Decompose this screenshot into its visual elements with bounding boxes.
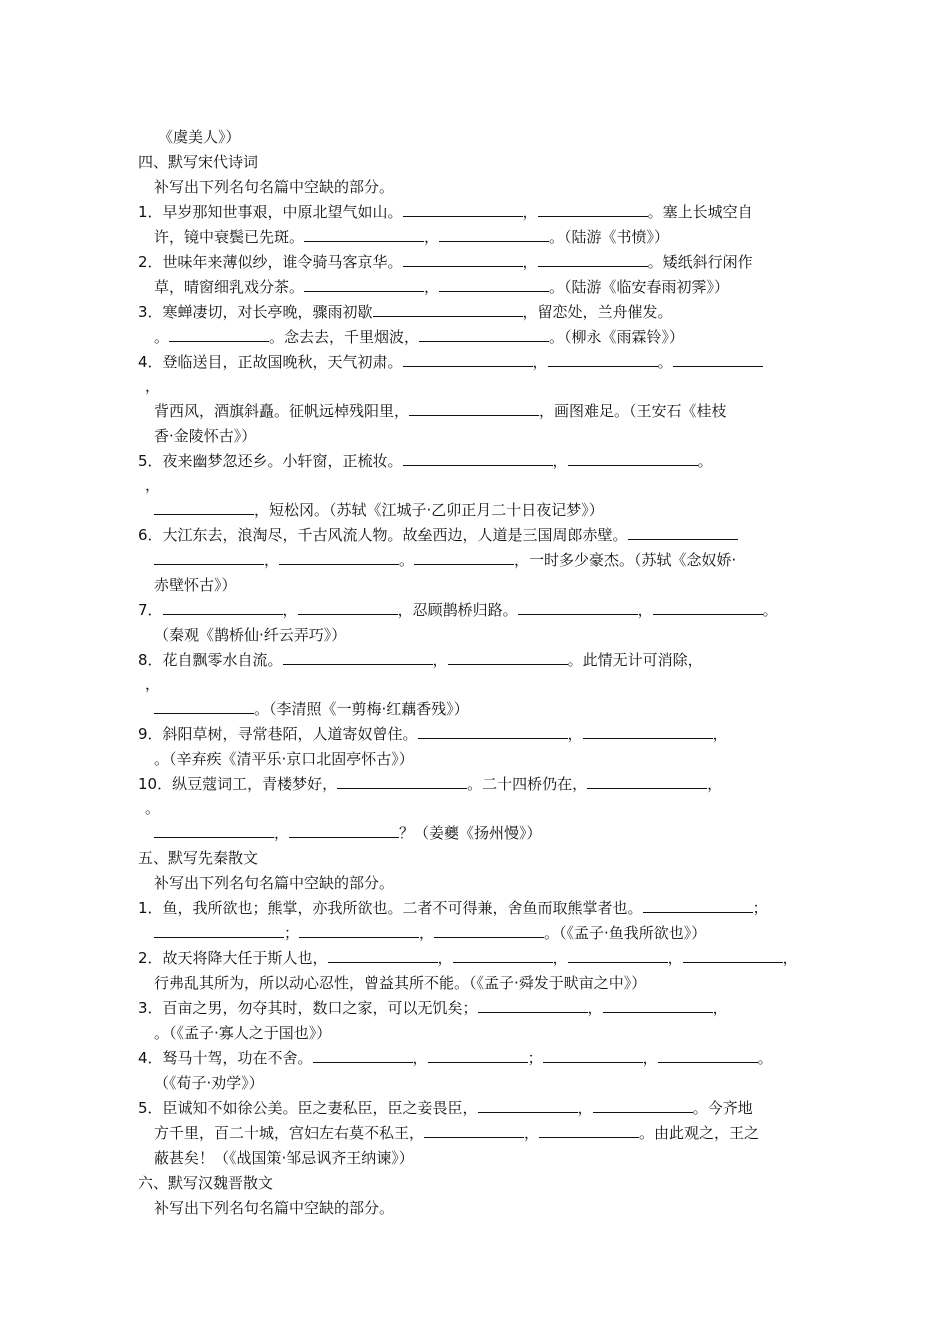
answer-blank[interactable] — [403, 252, 523, 267]
answer-blank[interactable] — [448, 650, 568, 665]
answer-blank[interactable] — [289, 823, 399, 838]
question-5: 5．臣诚知不如徐公美。臣之妻私臣，臣之妾畏臣， ， 。今齐地 — [138, 1099, 753, 1117]
stray-comma: ， — [145, 675, 161, 693]
answer-blank[interactable] — [428, 1048, 528, 1063]
answer-blank[interactable] — [169, 327, 269, 342]
answer-blank[interactable] — [439, 277, 549, 292]
answer-blank[interactable] — [518, 600, 638, 615]
answer-blank[interactable] — [403, 451, 553, 466]
answer-blank[interactable] — [154, 500, 254, 515]
question-2: 2．故天将降大任于斯人也， ， ， ， ， — [138, 949, 798, 967]
answer-blank[interactable] — [304, 277, 424, 292]
question-3: 3．百亩之男，勿夺其时，数口之家，可以无饥矣； ， ， — [138, 999, 728, 1017]
question-2-cont: 草，晴窗细乳戏分茶。 ， 。（陆游《临安春雨初霁》） — [154, 278, 730, 296]
answer-blank[interactable] — [403, 352, 533, 367]
answer-blank[interactable] — [478, 998, 588, 1013]
answer-blank[interactable] — [154, 550, 264, 565]
section-heading: 五、默写先秦散文 — [138, 849, 259, 867]
answer-blank[interactable] — [548, 352, 658, 367]
instruction: 补写出下列名句名篇中空缺的部分。 — [154, 178, 395, 196]
answer-blank[interactable] — [403, 202, 523, 217]
answer-blank[interactable] — [313, 1048, 413, 1063]
answer-blank[interactable] — [414, 550, 514, 565]
question-1-cont: 许，镜中衰鬓已先斑。 ， 。（陆游《书愤》） — [154, 228, 670, 246]
answer-blank[interactable] — [328, 948, 438, 963]
answer-blank[interactable] — [439, 227, 549, 242]
question-5-cont: 蔽甚矣！（《战国策·邹忌讽齐王纳谏》） — [154, 1149, 414, 1167]
question-1: 1．早岁那知世事艰，中原北望气如山。 ， 。塞上长城空自 — [138, 203, 753, 221]
answer-blank[interactable] — [453, 948, 553, 963]
question-5-cont: 方千里，百二十城，宫妇左右莫不私王， ， 。由此观之，王之 — [154, 1124, 760, 1142]
answer-blank[interactable] — [683, 948, 783, 963]
answer-blank[interactable] — [673, 352, 763, 367]
answer-blank[interactable] — [603, 998, 713, 1013]
text-line: 《虞美人》） — [158, 128, 241, 146]
question-10-cont: ， ？（姜夔《扬州慢》） — [154, 823, 542, 843]
answer-blank[interactable] — [283, 650, 433, 665]
section-heading: 四、默写宋代诗词 — [138, 153, 259, 171]
question-3-cont: 。（《孟子·寡人之于国也》） — [154, 1024, 332, 1042]
stray-comma: ， — [145, 476, 161, 494]
answer-blank[interactable] — [424, 1123, 524, 1138]
answer-blank[interactable] — [154, 823, 274, 838]
question-6-cont: ， 。 ，一时多少豪杰。（苏轼《念奴娇· — [154, 550, 736, 570]
answer-blank[interactable] — [568, 451, 698, 466]
instruction: 补写出下列名句名篇中空缺的部分。 — [154, 874, 395, 892]
answer-blank[interactable] — [418, 724, 568, 739]
question-4-cont: （《荀子·劝学》） — [154, 1074, 264, 1092]
answer-blank[interactable] — [587, 774, 707, 789]
answer-blank[interactable] — [543, 1048, 643, 1063]
question-2-cont: 行弗乱其所为，所以动心忍性，曾益其所不能。（《孟子·舜发于畎亩之中》） — [154, 974, 647, 992]
question-4: 4．登临送目，正故国晚秋，天气初肃。 ， 。 — [138, 352, 763, 372]
section-heading: 六、默写汉魏晋散文 — [138, 1174, 274, 1192]
answer-blank[interactable] — [299, 923, 419, 938]
answer-blank[interactable] — [538, 252, 648, 267]
question-3-cont: 。 。念去去，千里烟波， 。（柳永《雨霖铃》） — [154, 328, 685, 346]
answer-blank[interactable] — [538, 202, 648, 217]
question-9: 9．斜阳草树，寻常巷陌，人道寄奴曾住。 ， ， — [138, 725, 728, 743]
question-3: 3．寒蝉凄切，对长亭晚，骤雨初歇 ，留恋处，兰舟催发。 — [138, 303, 673, 321]
answer-blank[interactable] — [279, 550, 399, 565]
question-6: 6．大江东去，浪淘尽，千古风流人物。故垒西边，人道是三国周郎赤壁。 — [138, 525, 738, 545]
answer-blank[interactable] — [304, 227, 424, 242]
instruction: 补写出下列名句名篇中空缺的部分。 — [154, 1199, 395, 1217]
answer-blank[interactable] — [434, 923, 544, 938]
answer-blank[interactable] — [373, 302, 523, 317]
question-2: 2．世味年来薄似纱，谁令骑马客京华。 ， 。矮纸斜行闲作 — [138, 253, 753, 271]
answer-blank[interactable] — [653, 600, 763, 615]
answer-blank[interactable] — [409, 401, 539, 416]
answer-blank[interactable] — [419, 327, 549, 342]
question-4-cont: 背西风，酒旗斜矗。征帆远棹残阳里， ，画图难足。（王安石《桂枝 — [154, 402, 727, 420]
question-8-cont: 。（李清照《一剪梅·红藕香残》） — [154, 699, 469, 719]
answer-blank[interactable] — [568, 948, 668, 963]
answer-blank[interactable] — [658, 1048, 758, 1063]
answer-blank[interactable] — [478, 1098, 578, 1113]
question-8: 8．花自飘零水自流。 ， 。此情无计可消除， — [138, 651, 703, 669]
answer-blank[interactable] — [593, 1098, 693, 1113]
question-9-cont: 。（辛弃疾《清平乐·京口北固亭怀古》） — [154, 750, 414, 768]
question-6-cont: 赤壁怀古》） — [154, 576, 237, 594]
answer-blank[interactable] — [628, 525, 738, 540]
answer-blank[interactable] — [154, 699, 254, 714]
question-5: 5．夜来幽梦忽还乡。小轩窗，正梳妆。 ， 。 — [138, 452, 713, 470]
question-7: 7． ， ，忍顾鹊桥归路。 ， 。 — [138, 601, 778, 619]
answer-blank[interactable] — [583, 724, 713, 739]
answer-blank[interactable] — [163, 600, 283, 615]
question-4-cont: 香·金陵怀古》） — [154, 427, 257, 445]
question-5-cont: ，短松冈。（苏轼《江城子·乙卯正月二十日夜记梦》） — [154, 500, 604, 520]
question-1: 1．鱼，我所欲也；熊掌，亦我所欲也。二者不可得兼，舍鱼而取熊掌者也。 ； — [138, 899, 768, 917]
answer-blank[interactable] — [643, 898, 753, 913]
question-1-cont: ； ， 。（《孟子·鱼我所欲也》） — [154, 923, 706, 943]
answer-blank[interactable] — [154, 923, 284, 938]
stray-comma: ， — [145, 377, 161, 395]
question-10: 10．纵豆蔻词工，青楼梦好， 。二十四桥仍在， ， — [138, 775, 723, 793]
question-4: 4．驽马十驾，功在不舍。 ， ； ， 。 — [138, 1049, 773, 1067]
answer-blank[interactable] — [337, 774, 467, 789]
answer-blank[interactable] — [298, 600, 398, 615]
answer-blank[interactable] — [539, 1123, 639, 1138]
question-7-cont: （秦观《鹊桥仙·纤云弄巧》） — [154, 626, 347, 644]
stray-period: 。 — [145, 799, 161, 817]
